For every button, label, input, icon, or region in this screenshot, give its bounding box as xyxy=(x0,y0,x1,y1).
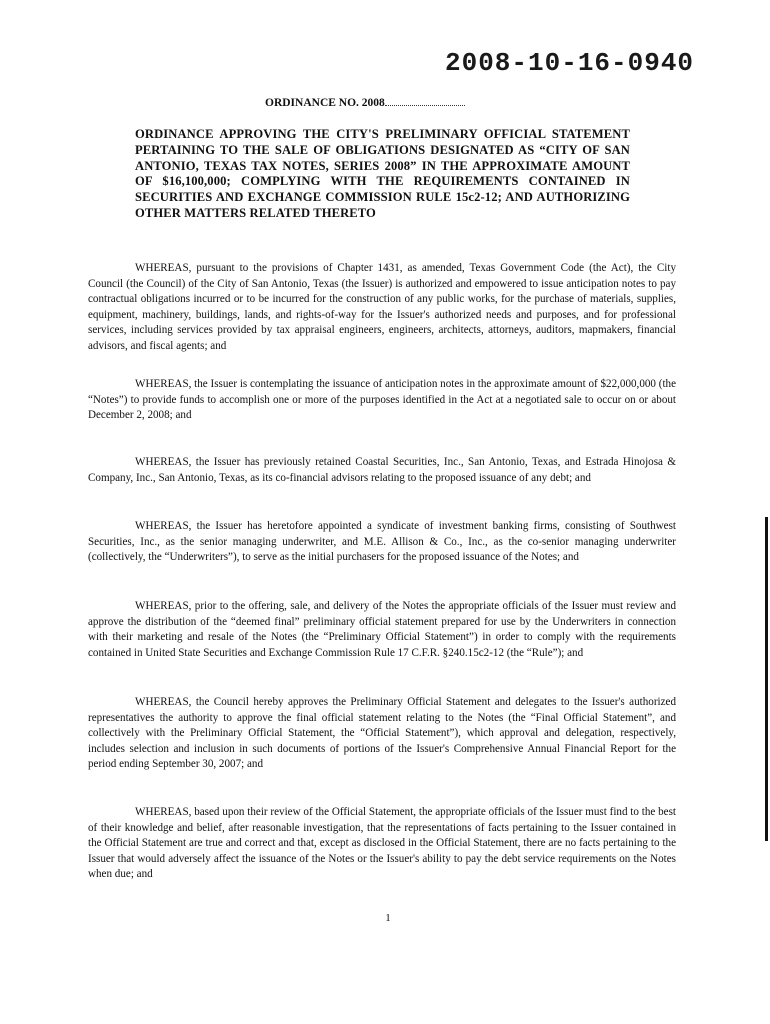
whereas-paragraph-6: WHEREAS, the Council hereby approves the Preliminary Official Statement and delegates to the Issuer's authorized representatives the authority to approve the final official statement relating to the Notes (the “Final Official Statement”, and collectively with the Preliminary Official Statement, the “Official Statement”), which approval and delegation, respectively, includes selection and inclusion in such documents of portions of the Issuer's Comprehensive Annual Financial Report for the period ending September 30, 2007; and xyxy=(88,696,676,771)
filing-stamp: 2008-10-16-0940 xyxy=(445,48,695,78)
whereas-paragraph-5: WHEREAS, prior to the offering, sale, and delivery of the Notes the appropriate officials of the Issuer must review and approve the distribution of the “deemed final” preliminary official statement prepared for use by the Underwriters in connection with their marketing and resale of the Notes (the “Preliminary Official Statement”) in order to comply with the requirements contained in United State Securities and Exchange Commission Rule 17 C.F.R. §240.15c2-12 (the “Rule”); and xyxy=(88,600,676,659)
ordinance-label: ORDINANCE NO. 2008 xyxy=(265,97,385,109)
whereas-paragraph-2: WHEREAS, the Issuer is contemplating the issuance of anticipation notes in the approximate amount of $22,000,000 (the “Notes”) to provide funds to accomplish one or more of the purposes identified in the Act at a negotiated sale to occur on or about December 2, 2008; and xyxy=(88,378,676,422)
scan-margin-bar xyxy=(765,517,768,841)
ordinance-number xyxy=(265,96,525,109)
ordinance-title: ORDINANCE APPROVING THE CITY'S PRELIMINARY OFFICIAL STATEMENT PERTAINING TO THE SALE OF OBLIGATIONS DESIGNATED AS “CITY OF SAN ANTONIO, TEXAS TAX NOTES, SERIES 2008” IN THE APPROXIMATE AMOUNT OF $16,100,000; COMPLYING WITH THE REQUIREMENTS CONTAINED IN SECURITIES AND EXCHANGE COMMISSION RULE 15c2-12; AND AUTHORIZING OTHER MATTERS RELATED THERETO xyxy=(135,127,630,220)
ordinance-number-blank xyxy=(385,96,465,106)
whereas-paragraph-3: WHEREAS, the Issuer has previously retained Coastal Securities, Inc., San Antonio, Texas, and Estrada Hinojosa & Company, Inc., San Antonio, Texas, as its co-financial advisors relating to the proposed issuance of any debt; and xyxy=(88,456,676,484)
whereas-paragraph-1: WHEREAS, pursuant to the provisions of Chapter 1431, as amended, Texas Government Code (the Act), the City Council (the Council) of the City of San Antonio, Texas (the Issuer) is authorized and empowered to issue anticipation notes to pay contractual obligations incurred or to be incurred for the construction of any public works, for the purchase of materials, supplies, equipment, machinery, buildings, lands, and rights-of-way for the Issuer's authorized needs and purposes, and for professional services, including services provided by tax appraisal engineers, engineers, architects, attorneys, auditors, mapmakers, financial advisors, and fiscal agents; and xyxy=(88,262,676,352)
page-number: 1 xyxy=(385,912,391,924)
whereas-paragraph-7: WHEREAS, based upon their review of the Official Statement, the appropriate officials of the Issuer must find to the best of their knowledge and belief, after reasonable investigation, that the representations of facts pertaining to the Issuer contained in the Official Statement are true and correct and that, except as disclosed in the Official Statement, there are no facts pertaining to the Issuer that would adversely affect the issuance of the Notes or the Issuer's ability to pay the debt service requirements on the Notes when due; and xyxy=(88,806,676,881)
whereas-paragraph-4: WHEREAS, the Issuer has heretofore appointed a syndicate of investment banking firms, consisting of Southwest Securities, Inc., as the senior managing underwriter, and M.E. Allison & Co., Inc., as the co-senior managing underwriter (collectively, the “Underwriters”), to serve as the initial purchasers for the proposed issuance of the Notes; and xyxy=(88,520,676,564)
